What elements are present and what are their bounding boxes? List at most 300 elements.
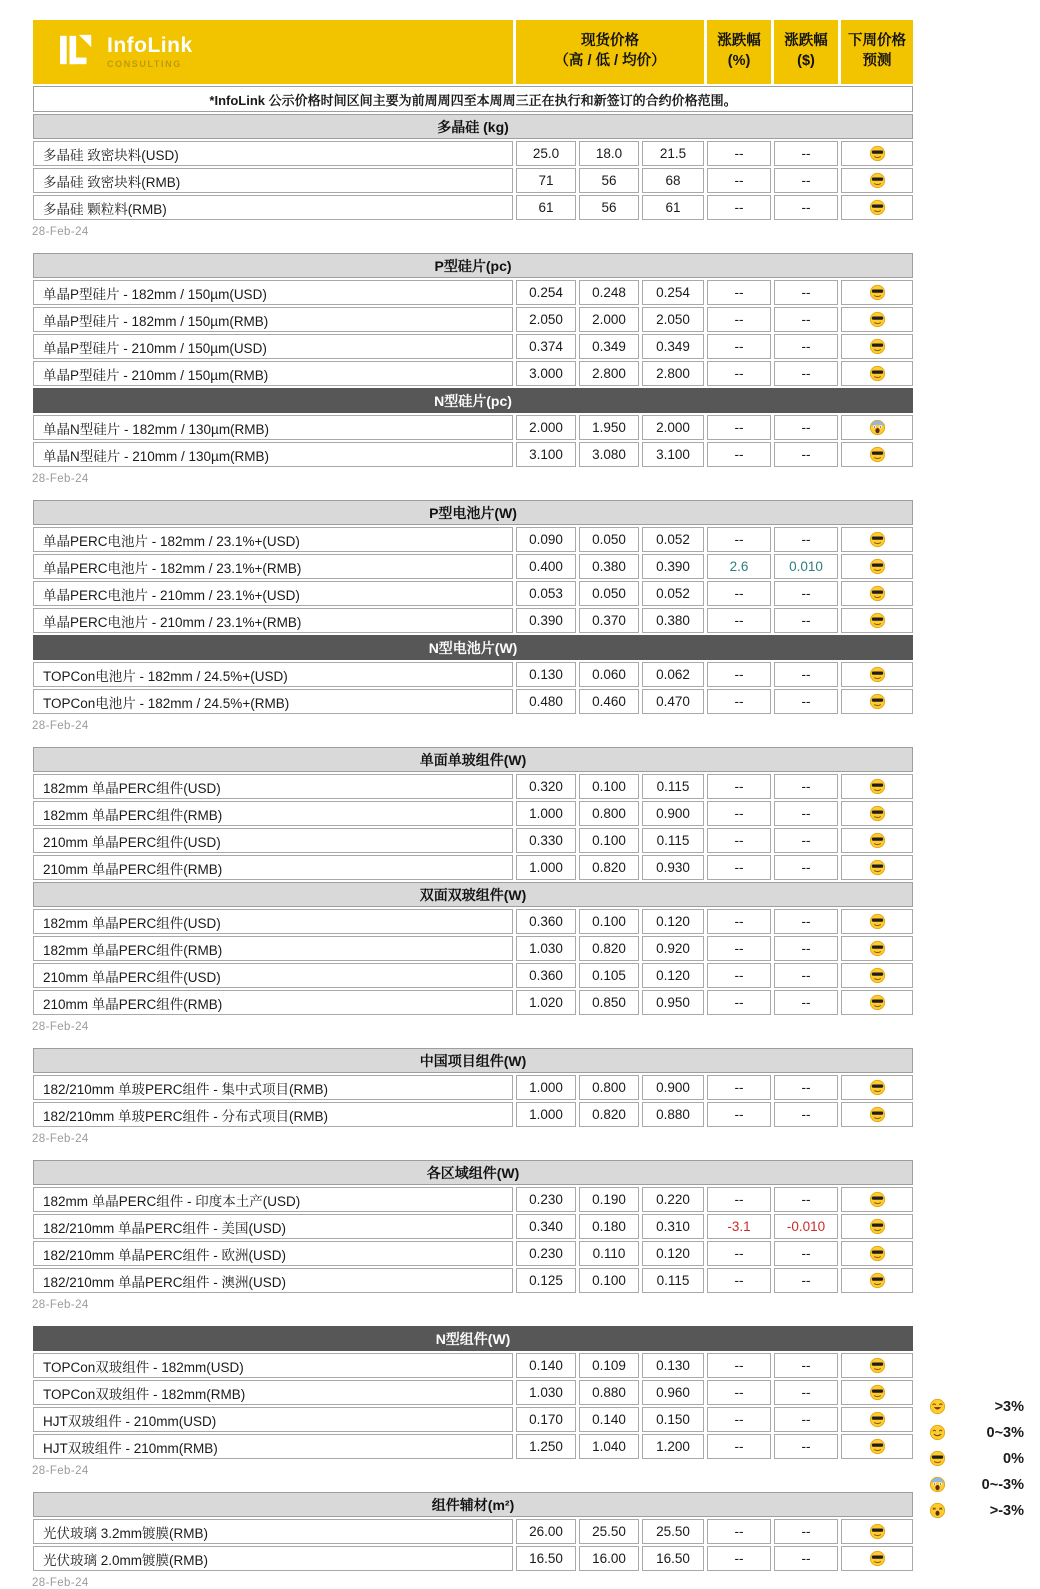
sunglasses-face-icon (841, 990, 913, 1015)
price-avg: 0.220 (642, 1187, 704, 1212)
price-high: 0.254 (516, 280, 576, 305)
change-pct: -- (707, 963, 771, 988)
section-header-row (33, 114, 913, 139)
change-usd: -- (774, 909, 838, 934)
price-avg: 0.960 (642, 1380, 704, 1405)
product-label: TOPCon电池片 - 182mm / 24.5%+(RMB) (33, 689, 513, 714)
product-label: 210mm 单晶PERC组件(RMB) (33, 990, 513, 1015)
price-avg: 3.100 (642, 442, 704, 467)
price-row (33, 527, 913, 552)
price-high: 0.140 (516, 1353, 576, 1378)
price-avg: 2.800 (642, 361, 704, 386)
sunglasses-face-icon (841, 689, 913, 714)
price-low: 0.800 (579, 1075, 639, 1100)
product-label: HJT双玻组件 - 210mm(RMB) (33, 1434, 513, 1459)
legend-label: 0% (1003, 1450, 1024, 1467)
price-low: 3.080 (579, 442, 639, 467)
price-row (33, 909, 913, 934)
product-label: 单晶P型硅片 - 182mm / 150µm(RMB) (33, 307, 513, 332)
price-low: 0.060 (579, 662, 639, 687)
price-row (33, 855, 913, 880)
price-avg: 0.930 (642, 855, 704, 880)
price-row (33, 774, 913, 799)
section-title: 中国项目组件(W) (33, 1048, 913, 1073)
price-high: 1.000 (516, 1102, 576, 1127)
product-label: 单晶PERC电池片 - 182mm / 23.1%+(RMB) (33, 554, 513, 579)
change-pct: -- (707, 307, 771, 332)
change-pct: -- (707, 195, 771, 220)
price-high: 1.020 (516, 990, 576, 1015)
product-label: 182/210mm 单晶PERC组件 - 欧洲(USD) (33, 1241, 513, 1266)
section-title: 多晶硅 (kg) (33, 114, 913, 139)
legend-item (929, 1476, 1024, 1493)
price-avg: 2.000 (642, 415, 704, 440)
price-low: 0.100 (579, 909, 639, 934)
price-group (30, 745, 1040, 1033)
change-usd: -- (774, 1434, 838, 1459)
price-row (33, 1380, 913, 1405)
section-header-row (33, 1160, 913, 1185)
change-pct: -- (707, 936, 771, 961)
price-avg: 0.115 (642, 774, 704, 799)
change-usd: -- (774, 1241, 838, 1266)
price-row (33, 662, 913, 687)
price-low: 1.040 (579, 1434, 639, 1459)
price-high: 0.330 (516, 828, 576, 853)
logo-name: InfoLink (107, 34, 193, 57)
sunglasses-face-icon (841, 936, 913, 961)
price-table (30, 251, 916, 469)
change-usd: -- (774, 1380, 838, 1405)
change-usd: -- (774, 828, 838, 853)
change-pct: -- (707, 1187, 771, 1212)
price-low: 0.820 (579, 1102, 639, 1127)
legend-label: >-3% (989, 1502, 1024, 1519)
price-high: 0.480 (516, 689, 576, 714)
legend-label: >3% (994, 1398, 1024, 1415)
price-table (30, 498, 916, 716)
brand-header-cell (33, 20, 513, 84)
section-header-row (33, 1048, 913, 1073)
price-avg: 0.115 (642, 828, 704, 853)
change-pct: -- (707, 1241, 771, 1266)
section-header-row (33, 747, 913, 772)
price-row (33, 1434, 913, 1459)
price-row (33, 936, 913, 961)
price-low: 0.180 (579, 1214, 639, 1239)
product-label: 多晶硅 致密块料(USD) (33, 141, 513, 166)
change-usd: 0.010 (774, 554, 838, 579)
sunglasses-face-icon (841, 554, 913, 579)
product-label: 182mm 单晶PERC组件 - 印度本土产(USD) (33, 1187, 513, 1212)
price-low: 0.880 (579, 1380, 639, 1405)
column-header-forecast: 下周价格 预测 (841, 20, 913, 84)
price-avg: 1.200 (642, 1434, 704, 1459)
price-high: 0.360 (516, 963, 576, 988)
price-group (30, 1046, 1040, 1145)
change-usd: -- (774, 442, 838, 467)
price-high: 0.360 (516, 909, 576, 934)
legend-item (929, 1398, 1024, 1415)
change-pct: -- (707, 280, 771, 305)
column-header-spot-price: 现货价格 （高 / 低 / 均价） (516, 20, 704, 84)
change-usd: -- (774, 990, 838, 1015)
price-low: 56 (579, 168, 639, 193)
change-usd: -0.010 (774, 1214, 838, 1239)
sunglasses-face-icon (841, 801, 913, 826)
product-label: 单晶PERC电池片 - 182mm / 23.1%+(USD) (33, 527, 513, 552)
note-row (33, 86, 913, 112)
price-group (30, 1158, 1040, 1311)
sunglasses-face-icon (841, 168, 913, 193)
change-pct: -- (707, 855, 771, 880)
price-avg: 16.50 (642, 1546, 704, 1571)
sunglasses-face-icon (841, 855, 913, 880)
price-avg: 21.5 (642, 141, 704, 166)
anguish-face-icon (929, 1502, 946, 1519)
product-label: 单晶PERC电池片 - 210mm / 23.1%+(USD) (33, 581, 513, 606)
product-label: 182/210mm 单玻PERC组件 - 分布式项目(RMB) (33, 1102, 513, 1127)
product-label: 210mm 单晶PERC组件(RMB) (33, 855, 513, 880)
price-high: 1.030 (516, 1380, 576, 1405)
sunglasses-face-icon (841, 1519, 913, 1544)
sunglasses-face-icon (841, 662, 913, 687)
sunglasses-face-icon (841, 1434, 913, 1459)
price-row (33, 361, 913, 386)
main-price-table (30, 18, 916, 222)
price-avg: 0.115 (642, 1268, 704, 1293)
product-label: 210mm 单晶PERC组件(USD) (33, 963, 513, 988)
price-group (30, 1324, 1040, 1477)
change-usd: -- (774, 168, 838, 193)
change-pct: -- (707, 1407, 771, 1432)
price-low: 0.110 (579, 1241, 639, 1266)
price-avg: 0.130 (642, 1353, 704, 1378)
price-high: 0.130 (516, 662, 576, 687)
change-usd: -- (774, 361, 838, 386)
change-usd: -- (774, 280, 838, 305)
price-row (33, 1214, 913, 1239)
change-pct: -- (707, 141, 771, 166)
price-row (33, 1268, 913, 1293)
price-high: 0.053 (516, 581, 576, 606)
price-avg: 0.900 (642, 801, 704, 826)
change-usd: -- (774, 774, 838, 799)
change-pct: -- (707, 909, 771, 934)
product-label: 单晶P型硅片 - 182mm / 150µm(USD) (33, 280, 513, 305)
price-low: 0.100 (579, 1268, 639, 1293)
product-label: 多晶硅 颗粒料(RMB) (33, 195, 513, 220)
price-row (33, 141, 913, 166)
price-row (33, 990, 913, 1015)
date-label: 28-Feb-24 (32, 1299, 89, 1311)
price-high: 25.0 (516, 141, 576, 166)
change-pct: -- (707, 1519, 771, 1544)
product-label: 210mm 单晶PERC组件(USD) (33, 828, 513, 853)
section-title: N型电池片(W) (33, 635, 913, 660)
price-row (33, 1519, 913, 1544)
date-label: 28-Feb-24 (32, 1465, 89, 1477)
change-pct: -- (707, 1380, 771, 1405)
section-header-row (33, 500, 913, 525)
price-low: 56 (579, 195, 639, 220)
change-pct: -- (707, 1075, 771, 1100)
price-low: 0.349 (579, 334, 639, 359)
change-usd: -- (774, 1546, 838, 1571)
price-high: 16.50 (516, 1546, 576, 1571)
product-label: 182mm 单晶PERC组件(USD) (33, 909, 513, 934)
price-row (33, 1353, 913, 1378)
section-title: 双面双玻组件(W) (33, 882, 913, 907)
price-avg: 0.254 (642, 280, 704, 305)
section-header-row (33, 388, 913, 413)
price-avg: 0.900 (642, 1075, 704, 1100)
price-row (33, 415, 913, 440)
change-pct: -- (707, 1546, 771, 1571)
price-high: 0.230 (516, 1241, 576, 1266)
change-pct: -- (707, 1268, 771, 1293)
sunglasses-face-icon (841, 581, 913, 606)
change-pct: -- (707, 828, 771, 853)
price-high: 3.000 (516, 361, 576, 386)
change-usd: -- (774, 801, 838, 826)
change-usd: -- (774, 527, 838, 552)
date-label: 28-Feb-24 (32, 1133, 89, 1145)
price-low: 0.140 (579, 1407, 639, 1432)
price-low: 1.950 (579, 415, 639, 440)
sunglasses-face-icon (841, 1214, 913, 1239)
price-row (33, 334, 913, 359)
sunglasses-face-icon (929, 1450, 946, 1467)
price-high: 0.125 (516, 1268, 576, 1293)
price-high: 3.100 (516, 442, 576, 467)
product-label: 182/210mm 单晶PERC组件 - 美国(USD) (33, 1214, 513, 1239)
change-pct: -- (707, 361, 771, 386)
change-pct: -- (707, 774, 771, 799)
price-row (33, 1187, 913, 1212)
product-label: 182mm 单晶PERC组件(USD) (33, 774, 513, 799)
legend-item (929, 1424, 1024, 1441)
column-header-change-usd: 涨跌幅 ($) (774, 20, 838, 84)
price-avg: 0.120 (642, 1241, 704, 1266)
sunglasses-face-icon (841, 774, 913, 799)
sunglasses-face-icon (841, 442, 913, 467)
price-row (33, 1407, 913, 1432)
sunglasses-face-icon (841, 1241, 913, 1266)
change-usd: -- (774, 1075, 838, 1100)
sunglasses-face-icon (841, 828, 913, 853)
change-pct: -- (707, 689, 771, 714)
price-table (30, 1046, 916, 1129)
price-low: 0.850 (579, 990, 639, 1015)
change-usd: -- (774, 608, 838, 633)
price-high: 1.250 (516, 1434, 576, 1459)
price-high: 0.320 (516, 774, 576, 799)
change-pct: -- (707, 527, 771, 552)
product-label: 单晶P型硅片 - 210mm / 150µm(USD) (33, 334, 513, 359)
price-low: 0.105 (579, 963, 639, 988)
change-usd: -- (774, 689, 838, 714)
price-row (33, 1102, 913, 1127)
legend-item (929, 1450, 1024, 1467)
sunglasses-face-icon (841, 1268, 913, 1293)
section-header-row (33, 1326, 913, 1351)
change-usd: -- (774, 581, 838, 606)
price-avg: 0.150 (642, 1407, 704, 1432)
change-usd: -- (774, 662, 838, 687)
price-high: 71 (516, 168, 576, 193)
change-usd: -- (774, 141, 838, 166)
price-row (33, 608, 913, 633)
section-header-row (33, 1492, 913, 1517)
logo-subtitle: CONSULTING (107, 59, 182, 69)
smile-face-icon (929, 1424, 946, 1441)
price-high: 0.170 (516, 1407, 576, 1432)
price-row (33, 442, 913, 467)
change-usd: -- (774, 1268, 838, 1293)
price-avg: 0.380 (642, 608, 704, 633)
sunglasses-face-icon (841, 1353, 913, 1378)
price-group (30, 498, 1040, 732)
date-label: 28-Feb-24 (32, 1021, 89, 1033)
price-avg: 0.950 (642, 990, 704, 1015)
date-label: 28-Feb-24 (32, 226, 89, 238)
change-pct: -- (707, 168, 771, 193)
change-usd: -- (774, 334, 838, 359)
price-row (33, 581, 913, 606)
change-pct: -- (707, 1353, 771, 1378)
price-low: 0.380 (579, 554, 639, 579)
price-row (33, 307, 913, 332)
product-label: 多晶硅 致密块料(RMB) (33, 168, 513, 193)
product-label: 182mm 单晶PERC组件(RMB) (33, 801, 513, 826)
change-usd: -- (774, 195, 838, 220)
price-low: 2.800 (579, 361, 639, 386)
price-group (30, 251, 1040, 485)
price-avg: 0.880 (642, 1102, 704, 1127)
section-header-row (33, 882, 913, 907)
section-header-row (33, 635, 913, 660)
price-high: 1.030 (516, 936, 576, 961)
forecast-legend (929, 1398, 1024, 1519)
price-avg: 0.052 (642, 581, 704, 606)
section-title: 单面单玻组件(W) (33, 747, 913, 772)
price-high: 0.400 (516, 554, 576, 579)
price-low: 0.370 (579, 608, 639, 633)
price-high: 0.090 (516, 527, 576, 552)
price-high: 2.050 (516, 307, 576, 332)
price-avg: 0.062 (642, 662, 704, 687)
price-high: 61 (516, 195, 576, 220)
sunglasses-face-icon (841, 527, 913, 552)
sunglasses-face-icon (841, 307, 913, 332)
price-row (33, 1241, 913, 1266)
product-label: HJT双玻组件 - 210mm(USD) (33, 1407, 513, 1432)
sunglasses-face-icon (841, 1546, 913, 1571)
sunglasses-face-icon (841, 141, 913, 166)
section-title: P型电池片(W) (33, 500, 913, 525)
change-pct: -- (707, 662, 771, 687)
sunglasses-face-icon (841, 195, 913, 220)
sunglasses-face-icon (841, 909, 913, 934)
sunglasses-face-icon (841, 280, 913, 305)
product-label: 光伏玻璃 3.2mm镀膜(RMB) (33, 1519, 513, 1544)
product-label: TOPCon双玻组件 - 182mm(USD) (33, 1353, 513, 1378)
legend-label: 0~3% (986, 1424, 1024, 1441)
price-high: 1.000 (516, 1075, 576, 1100)
scream-face-icon (929, 1476, 946, 1493)
change-usd: -- (774, 1407, 838, 1432)
price-row (33, 963, 913, 988)
section-title: N型硅片(pc) (33, 388, 913, 413)
date-label: 28-Feb-24 (32, 473, 89, 485)
product-label: TOPCon电池片 - 182mm / 24.5%+(USD) (33, 662, 513, 687)
price-low: 0.248 (579, 280, 639, 305)
product-label: 单晶N型硅片 - 210mm / 130µm(RMB) (33, 442, 513, 467)
price-table (30, 1158, 916, 1295)
legend-label: 0~-3% (981, 1476, 1024, 1493)
product-label: 单晶N型硅片 - 182mm / 130µm(RMB) (33, 415, 513, 440)
change-usd: -- (774, 936, 838, 961)
change-usd: -- (774, 855, 838, 880)
change-pct: -- (707, 581, 771, 606)
scream-face-icon (841, 415, 913, 440)
price-avg: 0.470 (642, 689, 704, 714)
change-pct: -- (707, 334, 771, 359)
product-label: 182mm 单晶PERC组件(RMB) (33, 936, 513, 961)
price-high: 26.00 (516, 1519, 576, 1544)
infolink-logo-icon (59, 33, 97, 72)
section-title: 组件辅材(m²) (33, 1492, 913, 1517)
price-avg: 0.390 (642, 554, 704, 579)
price-avg: 61 (642, 195, 704, 220)
sunglasses-face-icon (841, 1075, 913, 1100)
change-pct: 2.6 (707, 554, 771, 579)
price-high: 1.000 (516, 801, 576, 826)
price-low: 0.100 (579, 828, 639, 853)
section-header-row (33, 253, 913, 278)
price-avg: 0.310 (642, 1214, 704, 1239)
price-avg: 2.050 (642, 307, 704, 332)
grin-face-icon (929, 1398, 946, 1415)
change-pct: -- (707, 1434, 771, 1459)
price-high: 2.000 (516, 415, 576, 440)
change-pct: -- (707, 801, 771, 826)
sunglasses-face-icon (841, 1380, 913, 1405)
price-row (33, 1075, 913, 1100)
sunglasses-face-icon (841, 334, 913, 359)
price-avg: 0.120 (642, 909, 704, 934)
price-table (30, 1324, 916, 1461)
price-group (30, 1490, 1040, 1589)
price-low: 0.100 (579, 774, 639, 799)
product-label: 单晶P型硅片 - 210mm / 150µm(RMB) (33, 361, 513, 386)
sunglasses-face-icon (841, 608, 913, 633)
table-header-row (33, 20, 913, 84)
price-row (33, 280, 913, 305)
price-avg: 0.120 (642, 963, 704, 988)
change-pct: -3.1 (707, 1214, 771, 1239)
price-high: 1.000 (516, 855, 576, 880)
change-usd: -- (774, 1353, 838, 1378)
price-row (33, 554, 913, 579)
change-pct: -- (707, 415, 771, 440)
product-label: 182/210mm 单晶PERC组件 - 澳洲(USD) (33, 1268, 513, 1293)
change-usd: -- (774, 1187, 838, 1212)
price-low: 0.050 (579, 581, 639, 606)
price-low: 0.460 (579, 689, 639, 714)
column-header-change-pct: 涨跌幅 (%) (707, 20, 771, 84)
